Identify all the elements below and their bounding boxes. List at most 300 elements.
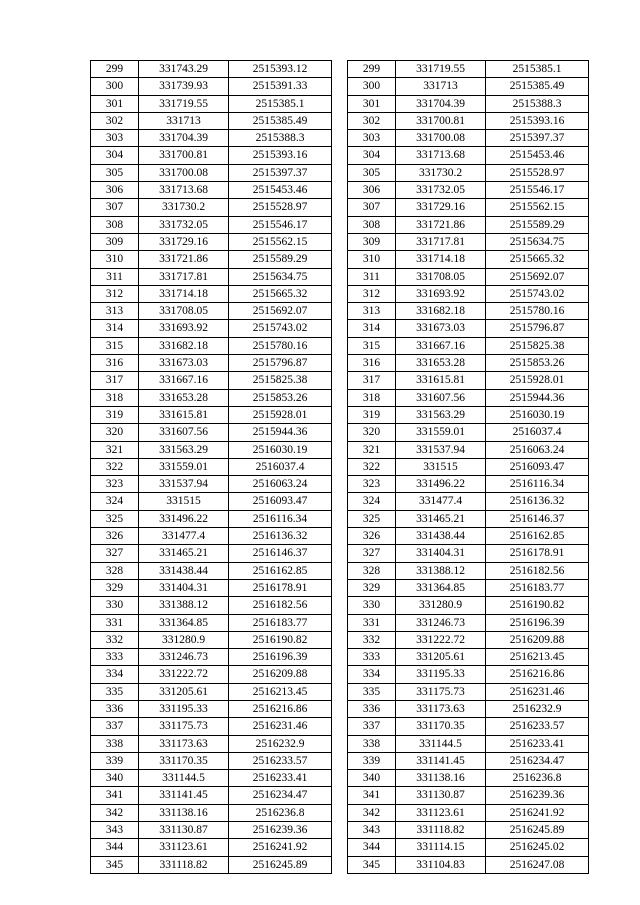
y-coordinate-cell: 2516190.82 (229, 631, 332, 648)
table-row (91, 95, 332, 112)
x-coordinate-cell: 331673.03 (396, 320, 486, 337)
point-number-cell: 332 (348, 631, 396, 648)
table-row (348, 337, 589, 354)
coordinate-table-right (347, 60, 589, 874)
table-row (348, 441, 589, 458)
point-number-cell: 303 (348, 130, 396, 147)
point-number-cell: 299 (348, 61, 396, 78)
x-coordinate-cell: 331170.35 (396, 718, 486, 735)
y-coordinate-cell: 2515589.29 (486, 216, 589, 233)
table-row (348, 839, 589, 856)
table-row (91, 718, 332, 735)
x-coordinate-cell: 331205.61 (139, 683, 229, 700)
x-coordinate-cell: 331465.21 (139, 545, 229, 562)
y-coordinate-cell: 2516162.85 (229, 562, 332, 579)
y-coordinate-cell: 2515665.32 (486, 251, 589, 268)
y-coordinate-cell: 2515944.36 (486, 389, 589, 406)
table-row (348, 700, 589, 717)
point-number-cell: 300 (91, 78, 139, 95)
table-row (91, 441, 332, 458)
y-coordinate-cell: 2516182.56 (486, 562, 589, 579)
point-number-cell: 343 (91, 822, 139, 839)
point-number-cell: 330 (348, 597, 396, 614)
x-coordinate-cell: 331195.33 (396, 666, 486, 683)
table-row (91, 735, 332, 752)
x-coordinate-cell: 331388.12 (139, 597, 229, 614)
point-number-cell: 300 (348, 78, 396, 95)
x-coordinate-cell: 331144.5 (396, 735, 486, 752)
table-row (91, 78, 332, 95)
point-number-cell: 329 (348, 579, 396, 596)
table-row (348, 804, 589, 821)
table-row (91, 822, 332, 839)
point-number-cell: 307 (91, 199, 139, 216)
y-coordinate-cell: 2515562.15 (229, 233, 332, 250)
y-coordinate-cell: 2515388.3 (229, 130, 332, 147)
y-coordinate-cell: 2516136.32 (486, 493, 589, 510)
point-number-cell: 309 (91, 233, 139, 250)
y-coordinate-cell: 2515853.26 (486, 355, 589, 372)
y-coordinate-cell: 2515825.38 (229, 372, 332, 389)
y-coordinate-cell: 2515453.46 (229, 182, 332, 199)
x-coordinate-cell: 331130.87 (139, 822, 229, 839)
y-coordinate-cell: 2516233.41 (486, 735, 589, 752)
point-number-cell: 326 (91, 528, 139, 545)
point-number-cell: 324 (348, 493, 396, 510)
x-coordinate-cell: 331496.22 (396, 476, 486, 493)
y-coordinate-cell: 2515385.1 (486, 61, 589, 78)
y-coordinate-cell: 2515546.17 (486, 182, 589, 199)
table-row (91, 839, 332, 856)
y-coordinate-cell: 2515393.16 (486, 112, 589, 129)
table-row (91, 164, 332, 181)
y-coordinate-cell: 2515528.97 (229, 199, 332, 216)
x-coordinate-cell: 331537.94 (139, 476, 229, 493)
table-row (348, 216, 589, 233)
table-row (91, 424, 332, 441)
y-coordinate-cell: 2515634.75 (486, 233, 589, 250)
table-row (348, 164, 589, 181)
point-number-cell: 306 (348, 182, 396, 199)
table-row (348, 579, 589, 596)
table-row (91, 597, 332, 614)
y-coordinate-cell: 2516146.37 (229, 545, 332, 562)
point-number-cell: 316 (348, 355, 396, 372)
x-coordinate-cell: 331719.55 (139, 95, 229, 112)
point-number-cell: 335 (348, 683, 396, 700)
coordinate-table-left-body (91, 61, 332, 874)
point-number-cell: 322 (348, 458, 396, 475)
y-coordinate-cell: 2515562.15 (486, 199, 589, 216)
x-coordinate-cell: 331729.16 (396, 199, 486, 216)
x-coordinate-cell: 331388.12 (396, 562, 486, 579)
table-row (348, 251, 589, 268)
point-number-cell: 341 (348, 787, 396, 804)
point-number-cell: 307 (348, 199, 396, 216)
table-row (91, 476, 332, 493)
y-coordinate-cell: 2515944.36 (229, 424, 332, 441)
x-coordinate-cell: 331114.15 (396, 839, 486, 856)
table-row (348, 493, 589, 510)
table-row (91, 579, 332, 596)
x-coordinate-cell: 331693.92 (396, 285, 486, 302)
point-number-cell: 315 (91, 337, 139, 354)
x-coordinate-cell: 331730.2 (139, 199, 229, 216)
point-number-cell: 319 (91, 406, 139, 423)
table-row (91, 752, 332, 769)
table-row (91, 355, 332, 372)
table-row (348, 752, 589, 769)
x-coordinate-cell: 331717.81 (139, 268, 229, 285)
table-row (91, 233, 332, 250)
x-coordinate-cell: 331682.18 (396, 303, 486, 320)
table-row (348, 476, 589, 493)
x-coordinate-cell: 331173.63 (396, 700, 486, 717)
y-coordinate-cell: 2516030.19 (229, 441, 332, 458)
table-row (348, 666, 589, 683)
table-row (91, 649, 332, 666)
y-coordinate-cell: 2516196.39 (229, 649, 332, 666)
y-coordinate-cell: 2516063.24 (229, 476, 332, 493)
point-number-cell: 333 (348, 649, 396, 666)
point-number-cell: 302 (91, 112, 139, 129)
table-row (348, 147, 589, 164)
table-row (91, 631, 332, 648)
y-coordinate-cell: 2516233.57 (486, 718, 589, 735)
point-number-cell: 322 (91, 458, 139, 475)
point-number-cell: 345 (348, 856, 396, 873)
table-row (348, 130, 589, 147)
table-row (348, 510, 589, 527)
x-coordinate-cell: 331404.31 (139, 579, 229, 596)
y-coordinate-cell: 2516030.19 (486, 406, 589, 423)
table-row (348, 78, 589, 95)
x-coordinate-cell: 331496.22 (139, 510, 229, 527)
y-coordinate-cell: 2516209.88 (486, 631, 589, 648)
point-number-cell: 327 (91, 545, 139, 562)
x-coordinate-cell: 331123.61 (139, 839, 229, 856)
table-row (91, 683, 332, 700)
x-coordinate-cell: 331364.85 (139, 614, 229, 631)
x-coordinate-cell: 331682.18 (139, 337, 229, 354)
y-coordinate-cell: 2516236.8 (486, 770, 589, 787)
table-row (348, 718, 589, 735)
x-coordinate-cell: 331704.39 (396, 95, 486, 112)
y-coordinate-cell: 2516245.02 (486, 839, 589, 856)
point-number-cell: 344 (91, 839, 139, 856)
point-number-cell: 314 (91, 320, 139, 337)
table-row (91, 545, 332, 562)
y-coordinate-cell: 2515388.3 (486, 95, 589, 112)
x-coordinate-cell: 331515 (396, 458, 486, 475)
x-coordinate-cell: 331714.18 (139, 285, 229, 302)
point-number-cell: 327 (348, 545, 396, 562)
table-row (348, 95, 589, 112)
point-number-cell: 321 (348, 441, 396, 458)
x-coordinate-cell: 331438.44 (396, 528, 486, 545)
y-coordinate-cell: 2516241.92 (229, 839, 332, 856)
x-coordinate-cell: 331700.81 (139, 147, 229, 164)
x-coordinate-cell: 331465.21 (396, 510, 486, 527)
point-number-cell: 345 (91, 856, 139, 873)
x-coordinate-cell: 331138.16 (139, 804, 229, 821)
y-coordinate-cell: 2515453.46 (486, 147, 589, 164)
x-coordinate-cell: 331141.45 (139, 787, 229, 804)
y-coordinate-cell: 2516178.91 (486, 545, 589, 562)
x-coordinate-cell: 331708.05 (139, 303, 229, 320)
y-coordinate-cell: 2516233.57 (229, 752, 332, 769)
y-coordinate-cell: 2516146.37 (486, 510, 589, 527)
table-row (348, 735, 589, 752)
y-coordinate-cell: 2515743.02 (486, 285, 589, 302)
point-number-cell: 305 (91, 164, 139, 181)
point-number-cell: 321 (91, 441, 139, 458)
y-coordinate-cell: 2515780.16 (486, 303, 589, 320)
point-number-cell: 306 (91, 182, 139, 199)
point-number-cell: 309 (348, 233, 396, 250)
table-row (348, 320, 589, 337)
x-coordinate-cell: 331713 (139, 112, 229, 129)
x-coordinate-cell: 331607.56 (139, 424, 229, 441)
point-number-cell: 305 (348, 164, 396, 181)
x-coordinate-cell: 331222.72 (396, 631, 486, 648)
point-number-cell: 317 (91, 372, 139, 389)
y-coordinate-cell: 2515385.1 (229, 95, 332, 112)
point-number-cell: 323 (348, 476, 396, 493)
x-coordinate-cell: 331563.29 (139, 441, 229, 458)
table-row (348, 112, 589, 129)
point-number-cell: 324 (91, 493, 139, 510)
point-number-cell: 337 (91, 718, 139, 735)
x-coordinate-cell: 331559.01 (396, 424, 486, 441)
point-number-cell: 336 (348, 700, 396, 717)
x-coordinate-cell: 331732.05 (396, 182, 486, 199)
y-coordinate-cell: 2515393.16 (229, 147, 332, 164)
y-coordinate-cell: 2516216.86 (229, 700, 332, 717)
point-number-cell: 301 (348, 95, 396, 112)
point-number-cell: 308 (91, 216, 139, 233)
table-row (348, 268, 589, 285)
x-coordinate-cell: 331653.28 (396, 355, 486, 372)
y-coordinate-cell: 2516234.47 (229, 787, 332, 804)
y-coordinate-cell: 2516136.32 (229, 528, 332, 545)
table-row (91, 804, 332, 821)
x-coordinate-cell: 331708.05 (396, 268, 486, 285)
table-row (348, 61, 589, 78)
point-number-cell: 325 (91, 510, 139, 527)
table-row (348, 389, 589, 406)
x-coordinate-cell: 331615.81 (139, 406, 229, 423)
table-row (348, 528, 589, 545)
x-coordinate-cell: 331175.73 (396, 683, 486, 700)
point-number-cell: 301 (91, 95, 139, 112)
table-row (91, 130, 332, 147)
point-number-cell: 337 (348, 718, 396, 735)
point-number-cell: 331 (348, 614, 396, 631)
table-row (91, 216, 332, 233)
x-coordinate-cell: 331719.55 (396, 61, 486, 78)
x-coordinate-cell: 331607.56 (396, 389, 486, 406)
table-row (348, 424, 589, 441)
x-coordinate-cell: 331477.4 (139, 528, 229, 545)
point-number-cell: 311 (91, 268, 139, 285)
point-number-cell: 333 (91, 649, 139, 666)
y-coordinate-cell: 2516236.8 (229, 804, 332, 821)
point-number-cell: 304 (91, 147, 139, 164)
x-coordinate-cell: 331364.85 (396, 579, 486, 596)
point-number-cell: 334 (348, 666, 396, 683)
point-number-cell: 330 (91, 597, 139, 614)
y-coordinate-cell: 2516183.77 (229, 614, 332, 631)
table-row (91, 268, 332, 285)
y-coordinate-cell: 2515743.02 (229, 320, 332, 337)
y-coordinate-cell: 2516216.86 (486, 666, 589, 683)
y-coordinate-cell: 2516241.92 (486, 804, 589, 821)
y-coordinate-cell: 2515528.97 (486, 164, 589, 181)
x-coordinate-cell: 331721.86 (139, 251, 229, 268)
table-row (348, 787, 589, 804)
y-coordinate-cell: 2515385.49 (229, 112, 332, 129)
point-number-cell: 299 (91, 61, 139, 78)
x-coordinate-cell: 331138.16 (396, 770, 486, 787)
x-coordinate-cell: 331667.16 (396, 337, 486, 354)
table-row (91, 458, 332, 475)
x-coordinate-cell: 331743.29 (139, 61, 229, 78)
x-coordinate-cell: 331704.39 (139, 130, 229, 147)
y-coordinate-cell: 2516213.45 (486, 649, 589, 666)
x-coordinate-cell: 331144.5 (139, 770, 229, 787)
table-row (348, 649, 589, 666)
table-row (91, 251, 332, 268)
y-coordinate-cell: 2516234.47 (486, 752, 589, 769)
y-coordinate-cell: 2515928.01 (229, 406, 332, 423)
point-number-cell: 342 (91, 804, 139, 821)
point-number-cell: 314 (348, 320, 396, 337)
x-coordinate-cell: 331173.63 (139, 735, 229, 752)
x-coordinate-cell: 331732.05 (139, 216, 229, 233)
y-coordinate-cell: 2515665.32 (229, 285, 332, 302)
y-coordinate-cell: 2516232.9 (486, 700, 589, 717)
y-coordinate-cell: 2515853.26 (229, 389, 332, 406)
table-row (348, 545, 589, 562)
y-coordinate-cell: 2516209.88 (229, 666, 332, 683)
point-number-cell: 310 (91, 251, 139, 268)
table-row (91, 372, 332, 389)
coordinate-table-right-body (348, 61, 589, 874)
x-coordinate-cell: 331653.28 (139, 389, 229, 406)
point-number-cell: 339 (91, 752, 139, 769)
point-number-cell: 304 (348, 147, 396, 164)
point-number-cell: 339 (348, 752, 396, 769)
point-number-cell: 311 (348, 268, 396, 285)
x-coordinate-cell: 331729.16 (139, 233, 229, 250)
table-row (348, 614, 589, 631)
x-coordinate-cell: 331170.35 (139, 752, 229, 769)
x-coordinate-cell: 331175.73 (139, 718, 229, 735)
table-row (91, 787, 332, 804)
table-row (348, 372, 589, 389)
point-number-cell: 341 (91, 787, 139, 804)
point-number-cell: 336 (91, 700, 139, 717)
point-number-cell: 331 (91, 614, 139, 631)
table-row (91, 528, 332, 545)
x-coordinate-cell: 331141.45 (396, 752, 486, 769)
x-coordinate-cell: 331280.9 (139, 631, 229, 648)
coordinate-table-left (90, 60, 332, 874)
point-number-cell: 340 (91, 770, 139, 787)
table-row (348, 683, 589, 700)
x-coordinate-cell: 331477.4 (396, 493, 486, 510)
x-coordinate-cell: 331246.73 (396, 614, 486, 631)
table-row (91, 182, 332, 199)
x-coordinate-cell: 331667.16 (139, 372, 229, 389)
table-row (91, 856, 332, 873)
x-coordinate-cell: 331515 (139, 493, 229, 510)
point-number-cell: 338 (91, 735, 139, 752)
point-number-cell: 343 (348, 822, 396, 839)
point-number-cell: 316 (91, 355, 139, 372)
point-number-cell: 328 (348, 562, 396, 579)
table-row (91, 320, 332, 337)
table-row (91, 285, 332, 302)
point-number-cell: 302 (348, 112, 396, 129)
y-coordinate-cell: 2515397.37 (229, 164, 332, 181)
y-coordinate-cell: 2516245.89 (486, 822, 589, 839)
y-coordinate-cell: 2516183.77 (486, 579, 589, 596)
point-number-cell: 320 (91, 424, 139, 441)
x-coordinate-cell: 331700.08 (396, 130, 486, 147)
y-coordinate-cell: 2516196.39 (486, 614, 589, 631)
x-coordinate-cell: 331721.86 (396, 216, 486, 233)
table-row (348, 406, 589, 423)
x-coordinate-cell: 331404.31 (396, 545, 486, 562)
table-row (348, 597, 589, 614)
x-coordinate-cell: 331118.82 (396, 822, 486, 839)
x-coordinate-cell: 331713.68 (396, 147, 486, 164)
table-row (348, 182, 589, 199)
table-row (348, 770, 589, 787)
table-row (91, 614, 332, 631)
point-number-cell: 312 (91, 285, 139, 302)
table-row (91, 493, 332, 510)
x-coordinate-cell: 331104.83 (396, 856, 486, 873)
table-row (91, 147, 332, 164)
y-coordinate-cell: 2515397.37 (486, 130, 589, 147)
y-coordinate-cell: 2515385.49 (486, 78, 589, 95)
point-number-cell: 332 (91, 631, 139, 648)
x-coordinate-cell: 331714.18 (396, 251, 486, 268)
y-coordinate-cell: 2516239.36 (486, 787, 589, 804)
y-coordinate-cell: 2516245.89 (229, 856, 332, 873)
point-number-cell: 303 (91, 130, 139, 147)
y-coordinate-cell: 2515692.07 (229, 303, 332, 320)
table-row (348, 355, 589, 372)
y-coordinate-cell: 2515796.87 (229, 355, 332, 372)
x-coordinate-cell: 331700.08 (139, 164, 229, 181)
y-coordinate-cell: 2516037.4 (229, 458, 332, 475)
point-number-cell: 313 (348, 303, 396, 320)
point-number-cell: 308 (348, 216, 396, 233)
point-number-cell: 334 (91, 666, 139, 683)
x-coordinate-cell: 331118.82 (139, 856, 229, 873)
y-coordinate-cell: 2516178.91 (229, 579, 332, 596)
y-coordinate-cell: 2516239.36 (229, 822, 332, 839)
y-coordinate-cell: 2515780.16 (229, 337, 332, 354)
x-coordinate-cell: 331280.9 (396, 597, 486, 614)
point-number-cell: 335 (91, 683, 139, 700)
point-number-cell: 310 (348, 251, 396, 268)
table-row (348, 303, 589, 320)
